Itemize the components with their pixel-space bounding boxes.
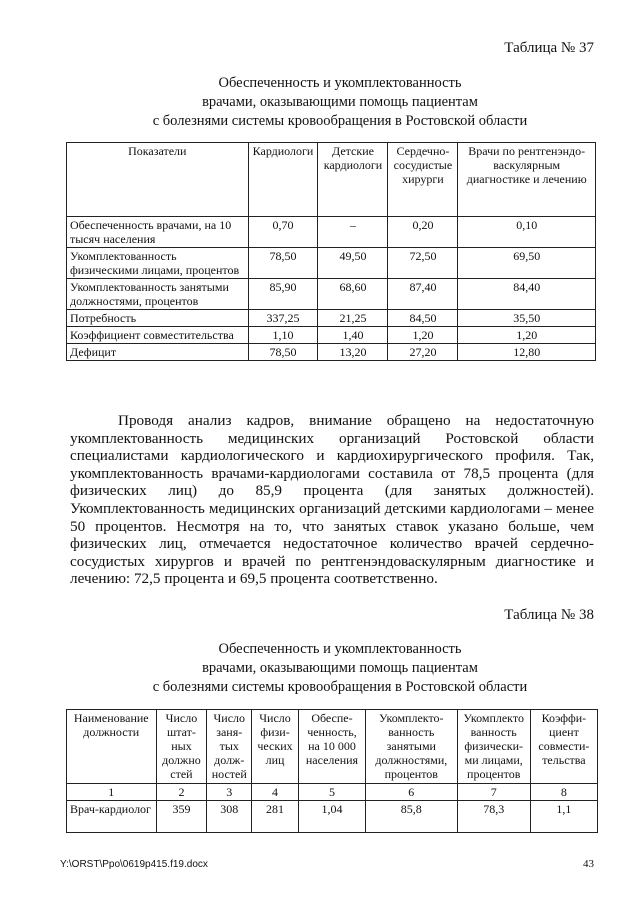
table-38-label: Таблица № 38 [504,607,594,623]
cell: 1,20 [458,327,596,344]
title-line: врачами, оказывающими помощь пациентам [202,94,478,110]
footer-file-path: Y:\ORST\Ppo\0619p415.f19.docx [60,859,208,870]
row-label: Обеспеченность врачами, на 10 тысяч населения [67,217,249,248]
cell: 85,90 [248,279,318,310]
header-cell: Показатели [67,143,249,217]
header-cell: Укомплекто-ванность занятыми должностями, процентов [366,710,458,784]
table-38-title [40,640,640,697]
column-number: 3 [207,784,252,801]
table-row [67,248,596,279]
cell: 0,20 [388,217,458,248]
cell: 1,04 [298,801,365,833]
table-37-title [40,74,640,131]
header-cell: Обеспе-ченность, на 10 000 населения [298,710,365,784]
table-header-row [67,710,598,784]
column-number: 4 [252,784,299,801]
row-label: Врач-кардиолог [67,801,157,833]
title-line: врачами, оказывающими помощь пациентам [202,660,478,676]
cell: 1,1 [530,801,597,833]
table-37 [66,142,596,361]
header-cell: Число штат-ных должно стей [156,710,207,784]
cell: 49,50 [318,248,388,279]
cell: 84,40 [458,279,596,310]
table-row [67,327,596,344]
cell: 21,25 [318,310,388,327]
header-cell: Кардиологи [248,143,318,217]
cell: 85,8 [366,801,458,833]
cell: 281 [252,801,299,833]
header-cell: Сердечно-сосудистые хирурги [388,143,458,217]
column-number: 5 [298,784,365,801]
cell: 72,50 [388,248,458,279]
table-37-label: Таблица № 37 [504,40,594,56]
table-row [67,310,596,327]
column-number: 2 [156,784,207,801]
column-number: 6 [366,784,458,801]
header-cell: Детские кардиологи [318,143,388,217]
cell: 68,60 [318,279,388,310]
table-header-row [67,143,596,217]
cell: 13,20 [318,344,388,361]
cell: 1,10 [248,327,318,344]
cell: 337,25 [248,310,318,327]
title-line: Обеспеченность и укомплектованность [218,75,462,91]
paragraph-text: Проводя анализ кадров, внимание обращено на недостаточную укомплектованность медицинских организаций Ростовской области специалистами кардиологического и кардиохирургического профиля. Так, укомплектованность врачами-кардиологами составила от 78,5 процента (для физических лиц) до 85,9 процента (для занятых должностей). Укомплектованность медицинских организаций детскими кардиологами – менее 50 процентов. Несмотря на то, что занятых ставок указано больше, чем физических лиц, отмечается недостаточное количество врачей сердечно-сосудистых хирургов и врачей по рентгенэндоваскулярным диагностике и лечению: 72,5 процента и 69,5 процента соответственно. [70,412,594,588]
cell: 78,50 [248,344,318,361]
title-line: с болезнями системы кровообращения в Ростовской области [152,113,528,129]
header-cell: Врачи по рентгенэндо-васкулярным диагностике и лечению [458,143,596,217]
column-number-row [67,784,598,801]
cell: 359 [156,801,207,833]
cell: – [318,217,388,248]
title-line: Обеспеченность и укомплектованность [218,641,462,657]
cell: 84,50 [388,310,458,327]
cell: 87,40 [388,279,458,310]
cell: 35,50 [458,310,596,327]
header-cell: Число заня-тых долж-ностей [207,710,252,784]
table-row [67,279,596,310]
column-number: 7 [457,784,530,801]
table-row [67,344,596,361]
table-row [67,801,598,833]
cell: 12,80 [458,344,596,361]
page-number: 43 [583,858,594,870]
body-paragraph [70,412,594,588]
cell: 69,50 [458,248,596,279]
row-label: Укомплектованность физическими лицами, процентов [67,248,249,279]
header-cell: Наименование должности [67,710,157,784]
cell: 78,3 [457,801,530,833]
cell: 78,50 [248,248,318,279]
row-label: Дефицит [67,344,249,361]
table-38 [66,709,598,833]
row-label: Коэффициент совместительства [67,327,249,344]
column-number: 8 [530,784,597,801]
cell: 1,40 [318,327,388,344]
column-number: 1 [67,784,157,801]
title-line: с болезнями системы кровообращения в Ростовской области [152,679,528,695]
header-cell: Укомплекто ванность физически-ми лицами, процентов [457,710,530,784]
table-row [67,217,596,248]
header-cell: Число физи-ческих лиц [252,710,299,784]
cell: 308 [207,801,252,833]
cell: 0,70 [248,217,318,248]
cell: 1,20 [388,327,458,344]
header-cell: Коэффи-циент совмести-тельства [530,710,597,784]
cell: 0,10 [458,217,596,248]
cell: 27,20 [388,344,458,361]
row-label: Укомплектованность занятыми должностями, процентов [67,279,249,310]
row-label: Потребность [67,310,249,327]
